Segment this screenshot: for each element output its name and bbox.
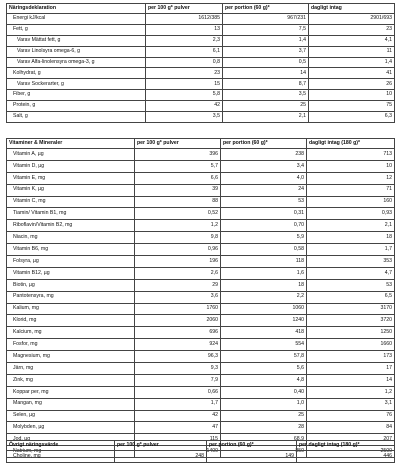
cell-value: 554 xyxy=(221,339,307,351)
cell-value: 713 xyxy=(307,149,395,161)
column-header: per 100 g* pulver xyxy=(115,441,207,451)
cell-value: 0,40 xyxy=(221,386,307,398)
column-header: Näringsdeklaration xyxy=(7,4,146,14)
cell-value: 57,8 xyxy=(221,351,307,363)
cell-value: 6,3 xyxy=(309,112,395,123)
row-label: Niacin, mg xyxy=(7,232,135,244)
row-label: Choline, mg xyxy=(7,451,115,463)
cell-value: 9,8 xyxy=(135,232,221,244)
row-label: Fett, g xyxy=(7,24,146,35)
cell-value: 28 xyxy=(221,422,307,434)
cell-value: 1060 xyxy=(221,303,307,315)
cell-value: 118 xyxy=(221,256,307,268)
row-label: Vitamin B6, mg xyxy=(7,244,135,256)
table-row xyxy=(7,244,395,256)
cell-value: 353 xyxy=(307,256,395,268)
row-label: Natrium, mg xyxy=(7,446,135,458)
row-label: Folsyra, µg xyxy=(7,256,135,268)
column-header: per portion (60 g)* xyxy=(207,441,297,451)
row-label: Klorid, mg xyxy=(7,315,135,327)
cell-value: 47 xyxy=(135,422,221,434)
cell-value: 1,6 xyxy=(221,267,307,279)
column-header: per 100 g* pulver xyxy=(146,4,223,14)
cell-value: 446 xyxy=(297,451,395,463)
row-label: Kalium, mg xyxy=(7,303,135,315)
cell-value: 0,52 xyxy=(135,208,221,220)
table-row xyxy=(7,101,395,112)
row-label: Koppar per, mg xyxy=(7,386,135,398)
cell-value: 6,1 xyxy=(146,46,223,57)
column-header: Övrigt näringsvärde xyxy=(7,441,115,451)
cell-value: 42 xyxy=(146,101,223,112)
cell-value: 1240 xyxy=(221,315,307,327)
cell-value: 396 xyxy=(135,149,221,161)
cell-value: 2060 xyxy=(135,315,221,327)
table-row xyxy=(7,386,395,398)
column-header: dagligt intag xyxy=(309,4,395,14)
cell-value: 2901/693 xyxy=(309,14,395,25)
cell-value: 6,5 xyxy=(307,291,395,303)
cell-value: 71 xyxy=(307,184,395,196)
cell-value: 8,7 xyxy=(223,79,309,90)
cell-value: 25 xyxy=(223,101,309,112)
cell-value: 11 xyxy=(309,46,395,57)
cell-value: 10 xyxy=(307,160,395,172)
cell-value: 924 xyxy=(135,339,221,351)
cell-value: 3,7 xyxy=(223,46,309,57)
row-label: Molybden, µg xyxy=(7,422,135,434)
row-label: Kolhydrat, g xyxy=(7,68,146,79)
cell-value: 1400 xyxy=(135,446,221,458)
table-row xyxy=(7,196,395,208)
cell-value: 0,93 xyxy=(307,208,395,220)
table-row xyxy=(7,57,395,68)
column-header: dagligt intag (180 g)* xyxy=(307,139,395,149)
cell-value: 14 xyxy=(307,374,395,386)
row-label: Selen, µg xyxy=(7,410,135,422)
table-row xyxy=(7,24,395,35)
row-label: Salt, g xyxy=(7,112,146,123)
cell-value: 3,1 xyxy=(307,398,395,410)
table-header-row xyxy=(7,4,395,14)
cell-value: 0,5 xyxy=(223,57,309,68)
row-label: Protein, g xyxy=(7,101,146,112)
table-row xyxy=(7,422,395,434)
table-row xyxy=(7,315,395,327)
cell-value: 26 xyxy=(309,79,395,90)
cell-value: 25 xyxy=(221,410,307,422)
table-row xyxy=(7,220,395,232)
row-label: Järn, mg xyxy=(7,363,135,375)
cell-value: 248 xyxy=(115,451,207,463)
table-header-row xyxy=(7,441,395,451)
table-row xyxy=(7,46,395,57)
cell-value: 1,7 xyxy=(135,398,221,410)
table-row xyxy=(7,363,395,375)
cell-value: 1250 xyxy=(307,327,395,339)
table-row xyxy=(7,291,395,303)
table-row xyxy=(7,149,395,161)
cell-value: 42 xyxy=(135,410,221,422)
table-row xyxy=(7,279,395,291)
cell-value: 4,0 xyxy=(221,172,307,184)
cell-value: 4,8 xyxy=(221,374,307,386)
cell-value: 3,4 xyxy=(221,160,307,172)
cell-value: 2,1 xyxy=(223,112,309,123)
cell-value: 149 xyxy=(207,451,297,463)
cell-value: 0,96 xyxy=(135,244,221,256)
row-label: Energi kJ/kcal xyxy=(7,14,146,25)
table-row xyxy=(7,327,395,339)
cell-value: 84 xyxy=(307,422,395,434)
cell-value: 3,6 xyxy=(135,291,221,303)
cell-value: 15 xyxy=(146,79,223,90)
row-label: Vitamin C, mg xyxy=(7,196,135,208)
cell-value: 2,2 xyxy=(221,291,307,303)
table-row xyxy=(7,68,395,79)
cell-value: 96,3 xyxy=(135,351,221,363)
cell-value: 1612/385 xyxy=(146,14,223,25)
cell-value: 196 xyxy=(135,256,221,268)
table-row xyxy=(7,232,395,244)
row-label: Fiber, g xyxy=(7,90,146,101)
cell-value: 3,5 xyxy=(223,90,309,101)
cell-value: 1,2 xyxy=(135,220,221,232)
row-label: Mangan, mg xyxy=(7,398,135,410)
cell-value: 9,3 xyxy=(135,363,221,375)
table-row xyxy=(7,303,395,315)
cell-value: 23 xyxy=(309,24,395,35)
cell-value: 7,5 xyxy=(223,24,309,35)
row-label: Biotin, µg xyxy=(7,279,135,291)
row-label: Vitamin D, µg xyxy=(7,160,135,172)
row-label: Fosfor, mg xyxy=(7,339,135,351)
cell-value: 75 xyxy=(309,101,395,112)
cell-value: 1,4 xyxy=(309,57,395,68)
table-row xyxy=(7,256,395,268)
column-header: Vitaminer & Mineraler xyxy=(7,139,135,149)
table-header-row xyxy=(7,139,395,149)
cell-value: 850 xyxy=(221,446,307,458)
column-header: per dagligt intag (180 g)* xyxy=(297,441,395,451)
row-label: Tiamin/ Vitamin B1, mg xyxy=(7,208,135,220)
cell-value: 1,2 xyxy=(307,386,395,398)
row-label: Varav Alfa-linolensyra omega-3, g xyxy=(7,57,146,68)
cell-value: 1,7 xyxy=(307,244,395,256)
row-label: Kalcium, mg xyxy=(7,327,135,339)
cell-value: 5,8 xyxy=(146,90,223,101)
cell-value: 173 xyxy=(307,351,395,363)
table-row xyxy=(7,374,395,386)
table-row xyxy=(7,160,395,172)
cell-value: 39 xyxy=(135,184,221,196)
column-header: per portion (60 g)* xyxy=(223,4,309,14)
cell-value: 238 xyxy=(221,149,307,161)
cell-value: 4,7 xyxy=(307,267,395,279)
cell-value: 12 xyxy=(307,172,395,184)
cell-value: 6,6 xyxy=(135,172,221,184)
cell-value: 967/231 xyxy=(223,14,309,25)
other-nutrition-table xyxy=(6,440,395,463)
table-row xyxy=(7,410,395,422)
row-label: Vitamin B12, µg xyxy=(7,267,135,279)
cell-value: 24 xyxy=(221,184,307,196)
vitamins-minerals-table xyxy=(6,138,395,458)
cell-value: 115 xyxy=(135,434,221,446)
cell-value: 1760 xyxy=(135,303,221,315)
cell-value: 2,3 xyxy=(146,35,223,46)
cell-value: 207 xyxy=(307,434,395,446)
cell-value: 1,0 xyxy=(221,398,307,410)
cell-value: 4,1 xyxy=(309,35,395,46)
cell-value: 7,9 xyxy=(135,374,221,386)
cell-value: 2,6 xyxy=(135,267,221,279)
cell-value: 18 xyxy=(307,232,395,244)
cell-value: 0,58 xyxy=(221,244,307,256)
cell-value: 160 xyxy=(307,196,395,208)
cell-value: 23 xyxy=(146,68,223,79)
row-label: Riboflavin/Vitamin B2, mg xyxy=(7,220,135,232)
row-label: Varav Linolsyra omega-6, g xyxy=(7,46,146,57)
table-row xyxy=(7,35,395,46)
table-row xyxy=(7,184,395,196)
row-label: Magnesium, mg xyxy=(7,351,135,363)
table-row xyxy=(7,79,395,90)
nutrition-declaration-table xyxy=(6,3,395,123)
cell-value: 1,4 xyxy=(223,35,309,46)
cell-value: 18 xyxy=(221,279,307,291)
cell-value: 29 xyxy=(135,279,221,291)
row-label: Pantotensyra, mg xyxy=(7,291,135,303)
table-row xyxy=(7,339,395,351)
table-row xyxy=(7,351,395,363)
cell-value: 53 xyxy=(221,196,307,208)
cell-value: 3720 xyxy=(307,315,395,327)
cell-value: 53 xyxy=(307,279,395,291)
row-label: Vitamin A, µg xyxy=(7,149,135,161)
cell-value: 5,9 xyxy=(221,232,307,244)
table-row xyxy=(7,90,395,101)
cell-value: 0,31 xyxy=(221,208,307,220)
cell-value: 88 xyxy=(135,196,221,208)
cell-value: 3170 xyxy=(307,303,395,315)
cell-value: 2500 xyxy=(307,446,395,458)
cell-value: 0,66 xyxy=(135,386,221,398)
row-label: Vitamin E, mg xyxy=(7,172,135,184)
row-label: Varav Mättat fett, g xyxy=(7,35,146,46)
cell-value: 17 xyxy=(307,363,395,375)
cell-value: 41 xyxy=(309,68,395,79)
table-row xyxy=(7,14,395,25)
cell-value: 0,8 xyxy=(146,57,223,68)
column-header: per portion (60 g)* xyxy=(221,139,307,149)
row-label: Zink, mg xyxy=(7,374,135,386)
cell-value: 696 xyxy=(135,327,221,339)
column-header: per 100 g* pulver xyxy=(135,139,221,149)
table-row xyxy=(7,112,395,123)
table-row xyxy=(7,451,395,463)
cell-value: 76 xyxy=(307,410,395,422)
row-label: Jod, µg xyxy=(7,434,135,446)
cell-value: 68,9 xyxy=(221,434,307,446)
cell-value: 0,70 xyxy=(221,220,307,232)
cell-value: 418 xyxy=(221,327,307,339)
cell-value: 14 xyxy=(223,68,309,79)
cell-value: 1660 xyxy=(307,339,395,351)
cell-value: 10 xyxy=(309,90,395,101)
cell-value: 5,7 xyxy=(135,160,221,172)
cell-value: 3,5 xyxy=(146,112,223,123)
table-row xyxy=(7,208,395,220)
row-label: Vitamin K, µg xyxy=(7,184,135,196)
table-row xyxy=(7,267,395,279)
row-label: Varav Sockerarter, g xyxy=(7,79,146,90)
cell-value: 13 xyxy=(146,24,223,35)
cell-value: 5,6 xyxy=(221,363,307,375)
table-row xyxy=(7,398,395,410)
cell-value: 2,1 xyxy=(307,220,395,232)
table-row xyxy=(7,172,395,184)
